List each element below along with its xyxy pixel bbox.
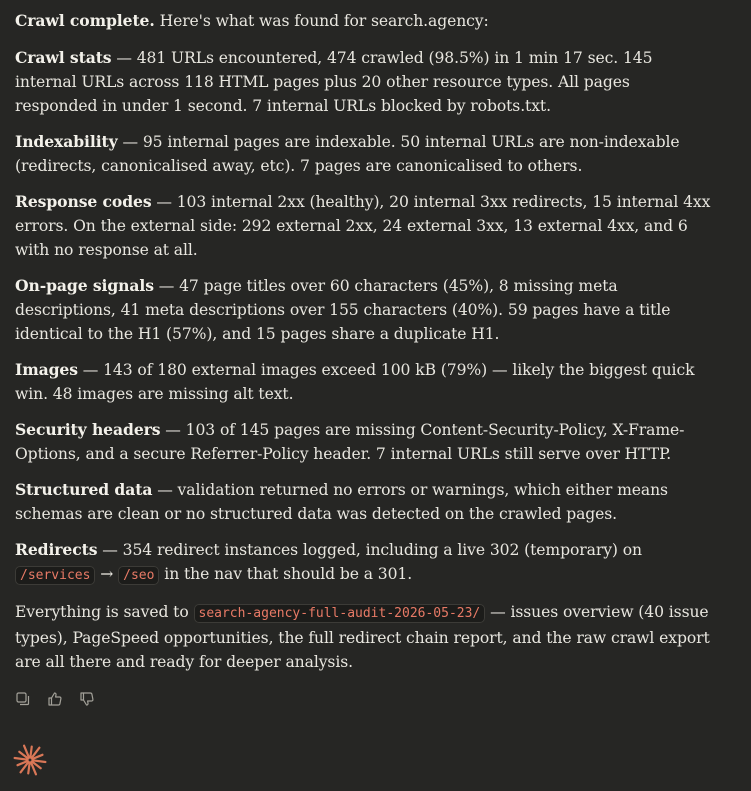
section-heading: Indexability [15, 132, 118, 151]
inline-code-seo: /seo [118, 566, 159, 585]
arrow-glyph: → [95, 565, 119, 583]
thumbs-down-button[interactable] [78, 690, 96, 708]
section-indexability [15, 130, 715, 178]
inline-code-audit-path: search-agency-full-audit-2026-05-23/ [194, 604, 486, 623]
section-security-headers [15, 418, 715, 466]
section-heading: Redirects [15, 540, 98, 559]
intro-text: Here's what was found for search.agency: [154, 12, 489, 30]
section-images [15, 358, 715, 406]
section-text: — 95 internal pages are indexable. 50 internal URLs are non-indexable (redirects, canonicalised away, etc). 7 pages are canonicalised to others. [15, 133, 680, 175]
copy-icon [15, 691, 31, 707]
section-text: — 143 of 180 external images exceed 100 kB (79%) — likely the biggest quick win. 48 images are missing alt text. [15, 361, 695, 403]
section-text: — validation returned no errors or warnings, which either means schemas are clean or no structured data was detected on the crawled pages. [15, 481, 668, 523]
section-crawl-stats [15, 46, 715, 118]
section-heading: Crawl stats [15, 48, 112, 67]
section-text-after: in the nav that should be a 301. [159, 565, 413, 583]
section-heading: Security headers [15, 420, 161, 439]
section-redirects [15, 538, 715, 588]
intro-lead: Crawl complete. [15, 11, 155, 30]
closing-text-after: — issues overview (40 issue types), PageSpeed opportunities, the full redirect chain report, and the raw crawl export are all there and ready for deeper analysis. [15, 603, 710, 671]
message-actions [14, 690, 96, 708]
thumbs-up-button[interactable] [46, 690, 64, 708]
thumbs-up-icon [47, 691, 63, 707]
inline-code-services: /services [15, 566, 95, 585]
section-text: — 354 redirect instances logged, including a live 302 (temporary) on [97, 541, 642, 559]
section-text: — 103 internal 2xx (healthy), 20 internal 3xx redirects, 15 internal 4xx errors. On the external side: 292 external 2xx, 24 external 3xx, 13 external 4xx, and 6 with no response at all. [15, 193, 711, 259]
closing-paragraph [15, 600, 715, 674]
section-structured-data [15, 478, 715, 526]
section-heading: Structured data [15, 480, 153, 499]
closing-text: Everything is saved to [15, 603, 194, 621]
section-text: — 47 page titles over 60 characters (45%), 8 missing meta descriptions, 41 meta descriptions over 155 characters (40%). 59 pages have a title identical to the H1 (57%), and 15 pages share a duplicate H1. [15, 277, 671, 343]
section-text: — 481 URLs encountered, 474 crawled (98.5%) in 1 min 17 sec. 145 internal URLs across 118 HTML pages plus 20 other resource types. All pages responded in under 1 second. 7 internal URLs blocked by robots.txt. [15, 49, 653, 115]
section-response-codes [15, 190, 715, 262]
claude-logo-icon [13, 743, 47, 777]
thumbs-down-icon [79, 691, 95, 707]
intro-paragraph [15, 9, 715, 33]
section-heading: On-page signals [15, 276, 154, 295]
section-text: — 103 of 145 pages are missing Content-Security-Policy, X-Frame-Options, and a secure Referrer-Policy header. 7 internal URLs still serve over HTTP. [15, 421, 685, 463]
section-heading: Response codes [15, 192, 152, 211]
assistant-message [15, 9, 715, 686]
section-heading: Images [15, 360, 78, 379]
copy-button[interactable] [14, 690, 32, 708]
section-on-page-signals [15, 274, 715, 346]
